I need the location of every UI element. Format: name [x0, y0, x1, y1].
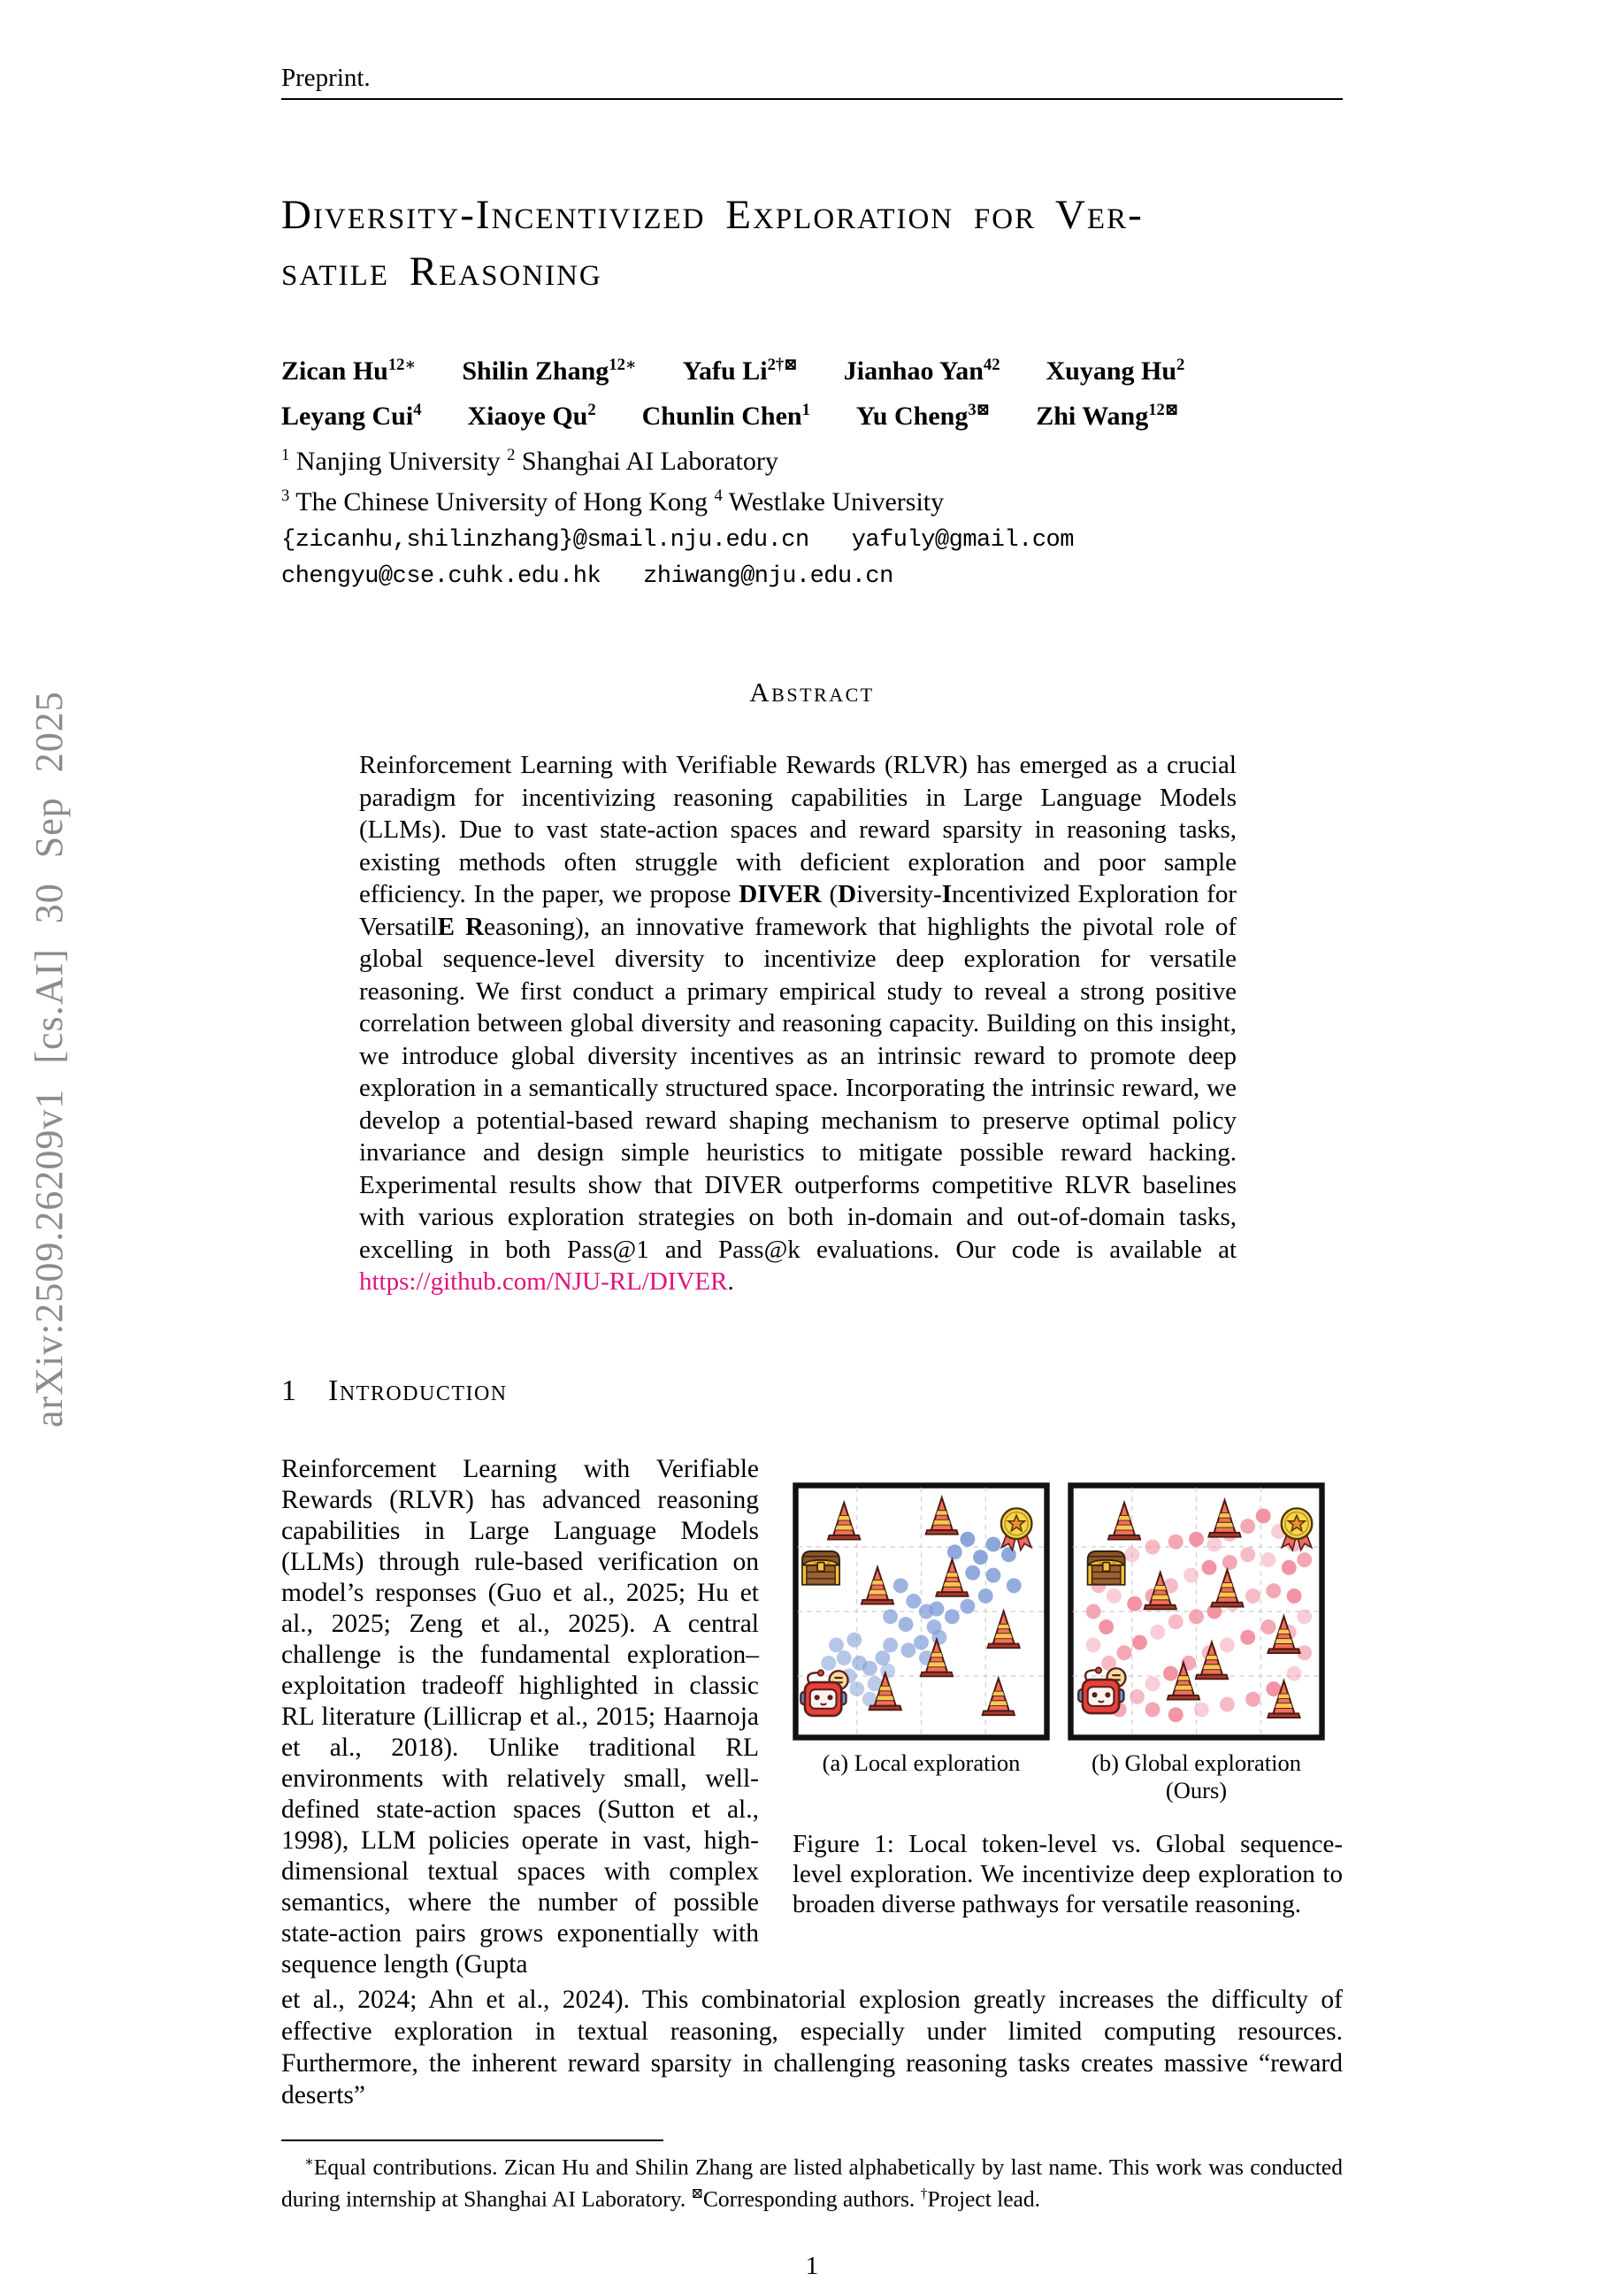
footnote-marker: ∗: [304, 2154, 314, 2170]
exploration-dot: [1240, 1519, 1255, 1534]
figure-1: [793, 1482, 1343, 1919]
author-name: Xuyang Hu$^2$: [1046, 356, 1185, 386]
exploration-dot: [1202, 1559, 1217, 1574]
affiliations: [281, 438, 1343, 519]
exploration-dot: [1145, 1702, 1161, 1717]
exploration-dot: [1132, 1634, 1147, 1650]
exploration-dot: [1127, 1596, 1142, 1611]
figure-1-caption: Figure 1: Local token-level vs. Global sequence-level exploration. We incentivize deep exploration to broaden diverse pathways for versatile reasoning.: [793, 1829, 1343, 1918]
exploration-dot: [1107, 1588, 1122, 1604]
body-text: Equal contributions. Zican Hu and Shilin Zhang are listed alphabetically by last name. This work was conducted during internship at Shanghai AI Laboratory.: [281, 2154, 1343, 2212]
exploration-dot: [821, 1655, 836, 1670]
exploration-dot: [1256, 1508, 1271, 1523]
exploration-dot: [901, 1642, 916, 1657]
exploration-dot: [1086, 1637, 1101, 1652]
footnote-marker: 1: [281, 446, 290, 464]
author-name: Jianhao Yan$^{42}$: [843, 356, 1000, 386]
exploration-dot: [1245, 1691, 1260, 1706]
exploration-dot: [1287, 1588, 1302, 1604]
figure-panel-global: [1068, 1482, 1325, 1804]
exploration-dot: [931, 1629, 946, 1644]
paper-title-line1: Diversity-Incentivized Exploration for Ver-: [281, 192, 1144, 238]
exploration-dot: [906, 1593, 921, 1608]
exploration-dot: [1261, 1552, 1276, 1567]
exploration-dot: [1266, 1583, 1281, 1598]
exploration-dot: [947, 1544, 962, 1559]
exploration-dot: [1261, 1619, 1276, 1634]
exploration-dot: [986, 1536, 1001, 1551]
paper-title-line2: satile Reasoning: [281, 249, 602, 295]
section-title: Introduction: [328, 1374, 508, 1407]
section-heading-introduction: [281, 1374, 1343, 1408]
exploration-dot: [1145, 1676, 1161, 1691]
exploration-dot: [914, 1634, 929, 1650]
exploration-dot: [849, 1681, 864, 1696]
exploration-dot: [1184, 1567, 1199, 1582]
author-row-1: [281, 346, 1343, 391]
exploration-dot: [1287, 1665, 1302, 1680]
panel-caption-b: (b) Global exploration (Ours): [1092, 1749, 1301, 1803]
exploration-dot: [1189, 1609, 1204, 1624]
exploration-dot: [875, 1650, 890, 1665]
exploration-dot: [1222, 1555, 1237, 1570]
exploration-dot: [1240, 1629, 1255, 1644]
exploration-dot: [960, 1598, 975, 1613]
footnote-text: [281, 2148, 1343, 2213]
exploration-dot: [1145, 1539, 1161, 1554]
body-text: Versatil: [359, 912, 438, 941]
exploration-dot: [1130, 1688, 1145, 1703]
exploration-dot: [837, 1650, 852, 1665]
exploration-dot: [883, 1609, 898, 1624]
email-address: {zicanhu,shilinzhang}@smail.nju.edu.cn: [281, 527, 809, 554]
body-text: easoning), an innovative framework that highlights the pivotal role of global sequence-level diversity to incentivize deep exploration for versatile reasoning. We first conduct a primary empirical study to reveal a strong positive correlation between global diversity and reasoning capacity. Building on this insight, we introduce global diversity incentives as an intrinsic reward to promote deep exploration in a semantically structured space. Incorporating the intrinsic reward, we develop a potential-based reward shaping mechanism to preserve optimal policy invariance and design simple heuristics to mitigate possible reward hacking. Experimental results show that DIVER outperforms competitive RLVR baselines with various exploration strategies on both in-domain and out-of-domain tasks, excelling in both Pass@1 and Pass@k evaluations. Our code is available at: [359, 912, 1237, 1264]
body-text: Project lead.: [927, 2185, 1040, 2212]
author-name: Shilin Zhang$^{12∗}$: [462, 356, 637, 386]
abstract-heading: Abstract: [749, 677, 875, 708]
emphasized-text: E R: [437, 912, 485, 941]
body-text: Corresponding authors.: [702, 2185, 921, 2212]
body-text: Westlake University: [722, 487, 945, 517]
author-name: Xiaoye Qu$^2$: [467, 401, 596, 431]
header-rule: [281, 98, 1343, 100]
introduction-paragraph-full: et al., 2024; Ahn et al., 2024). This combinatorial explosion greatly increases the difficulty of effective exploration in textual reasoning, especially under limited computing resources. Furthermore, the inherent reward sparsity in challenging reasoning tasks creates massive “reward deserts”: [281, 1985, 1343, 2109]
email-line: [281, 523, 1343, 559]
exploration-dot: [1163, 1665, 1178, 1680]
exploration-dot: [1240, 1547, 1255, 1562]
exploration-dot: [1297, 1552, 1312, 1567]
author-name: Yu Cheng$^{3⊠}$: [855, 401, 991, 431]
exploration-dot: [1168, 1614, 1184, 1629]
exploration-dot: [880, 1663, 895, 1678]
exploration-dot: [1189, 1531, 1204, 1546]
exploration-dot: [1099, 1619, 1114, 1634]
affiliation-line: [281, 438, 1343, 478]
page-number: 1: [805, 2251, 819, 2280]
author-name: Chunlin Chen$^1$: [641, 401, 810, 431]
exploration-dot: [1086, 1604, 1101, 1619]
email-address: yafuly@gmail.com: [851, 527, 1074, 554]
author-name: Leyang Cui$^4$: [281, 401, 422, 431]
exploration-dot: [1297, 1609, 1312, 1624]
emphasized-text: D: [838, 880, 857, 908]
author-emails: [281, 523, 1343, 595]
exploration-dot: [960, 1531, 975, 1546]
exploration-dot: [986, 1567, 1001, 1582]
local-exploration-grid: [793, 1482, 1050, 1741]
emphasized-text: I: [941, 880, 953, 908]
exploration-dot: [883, 1637, 898, 1652]
exploration-dot: [1207, 1536, 1222, 1551]
author-row-2: [281, 391, 1343, 436]
arxiv-watermark: arXiv:2509.26209v1 [cs.AI] 30 Sep 2025: [27, 691, 71, 1428]
exploration-dot: [1194, 1702, 1209, 1717]
body-text: Reinforcement Learning with Verifiable Rewards (RLVR) has emerged as a crucial paradigm for incentivizing reasoning capabilities in Large Language Models (LLMs). Due to vast state-action spaces and reward sparsity in reasoning tasks, existing methods often struggle with deficient exploration and poor sample efficiency. In the paper, we propose: [359, 751, 1237, 908]
exploration-dot: [1168, 1707, 1184, 1722]
exploration-dot: [973, 1550, 988, 1565]
treasure-chest-icon: [802, 1550, 839, 1584]
exploration-dot: [1124, 1547, 1139, 1562]
exploration-dot: [893, 1578, 908, 1593]
section-number: 1: [281, 1374, 296, 1407]
body-text: ncentivized Exploration for: [952, 880, 1237, 908]
footnote-marker: ⊠: [691, 2186, 703, 2201]
introduction-paragraph-left: Reinforcement Learning with Verifiable Rewards (RLVR) has advanced reasoning capabilities in Large Language Models (LLMs) through rule-based verification on model’s responses (Guo et al., 2025; Hu et al., 2025; Zeng et al., 2025). A central challenge is the fundamental exploration–exploitation tradeoff highlighted in classic RL literature (Lillicrap et al., 2015; Haarnoja et al., 2018). Unlike traditional RL environments with relatively small, well-defined state-action spaces (Sutton et al., 1998), LLM policies operate in vast, high-dimensional textual spaces with complex semantics, where the number of possible state-action pairs grows exponentially with sequence length (Gupta: [281, 1454, 759, 1979]
exploration-dot: [1150, 1624, 1165, 1639]
exploration-dot: [1001, 1547, 1016, 1562]
treasure-chest-icon: [1088, 1550, 1125, 1584]
paper-content: [281, 0, 1343, 2281]
abstract-text: [359, 749, 1237, 1298]
introduction-body: [281, 1454, 1343, 1980]
emphasized-text: DIVER: [739, 880, 822, 908]
exploration-dot: [919, 1604, 934, 1619]
footnote-marker: †: [920, 2186, 928, 2201]
footnote-rule: [281, 2139, 663, 2141]
body-text: The Chinese University of Hong Kong: [289, 487, 715, 517]
figure-panel-local: [793, 1482, 1050, 1804]
exploration-dot: [829, 1637, 844, 1652]
affiliation-line: [281, 478, 1343, 519]
exploration-dot: [978, 1588, 993, 1604]
email-line: [281, 559, 1343, 595]
exploration-dot: [846, 1632, 862, 1647]
exploration-dot: [852, 1655, 867, 1670]
footnote-marker: 2: [507, 446, 516, 464]
body-text: (: [821, 880, 839, 908]
exploration-dot: [1245, 1588, 1260, 1604]
paper-title: [281, 187, 1343, 300]
exploration-dot: [945, 1609, 960, 1624]
body-text: Shanghai AI Laboratory: [515, 447, 778, 476]
author-name: Zhi Wang$^{12⊠}$: [1036, 401, 1179, 431]
exploration-dot: [1117, 1645, 1132, 1660]
global-exploration-grid: [1068, 1482, 1325, 1741]
email-address: zhiwang@nju.edu.cn: [643, 563, 893, 590]
exploration-dot: [1168, 1534, 1184, 1549]
exploration-dot: [965, 1565, 980, 1580]
body-text: Nanjing University: [289, 447, 508, 476]
email-address: chengyu@cse.cuhk.edu.hk: [281, 563, 601, 590]
github-link[interactable]: https://github.com/NJU-RL/DIVER: [359, 1267, 728, 1296]
exploration-dot: [899, 1617, 914, 1632]
body-text: iversity-: [856, 880, 942, 908]
body-text: .: [727, 1267, 734, 1296]
exploration-dot: [1007, 1578, 1022, 1593]
panel-caption-a: (a) Local exploration: [822, 1749, 1021, 1776]
preprint-label: Preprint.: [281, 64, 371, 92]
figure-panels: [793, 1482, 1343, 1804]
footnote-marker: 4: [714, 486, 723, 505]
exploration-dot: [1220, 1696, 1235, 1711]
author-name: Yafu $Li^{2\dagger⊠}$: [682, 356, 798, 386]
exploration-dot: [1282, 1559, 1297, 1574]
author-name: Zican $Hu^{12∗}$: [281, 356, 417, 386]
exploration-dot: [1220, 1637, 1235, 1652]
author-list: [281, 346, 1343, 436]
footnote-marker: 3: [281, 486, 290, 505]
